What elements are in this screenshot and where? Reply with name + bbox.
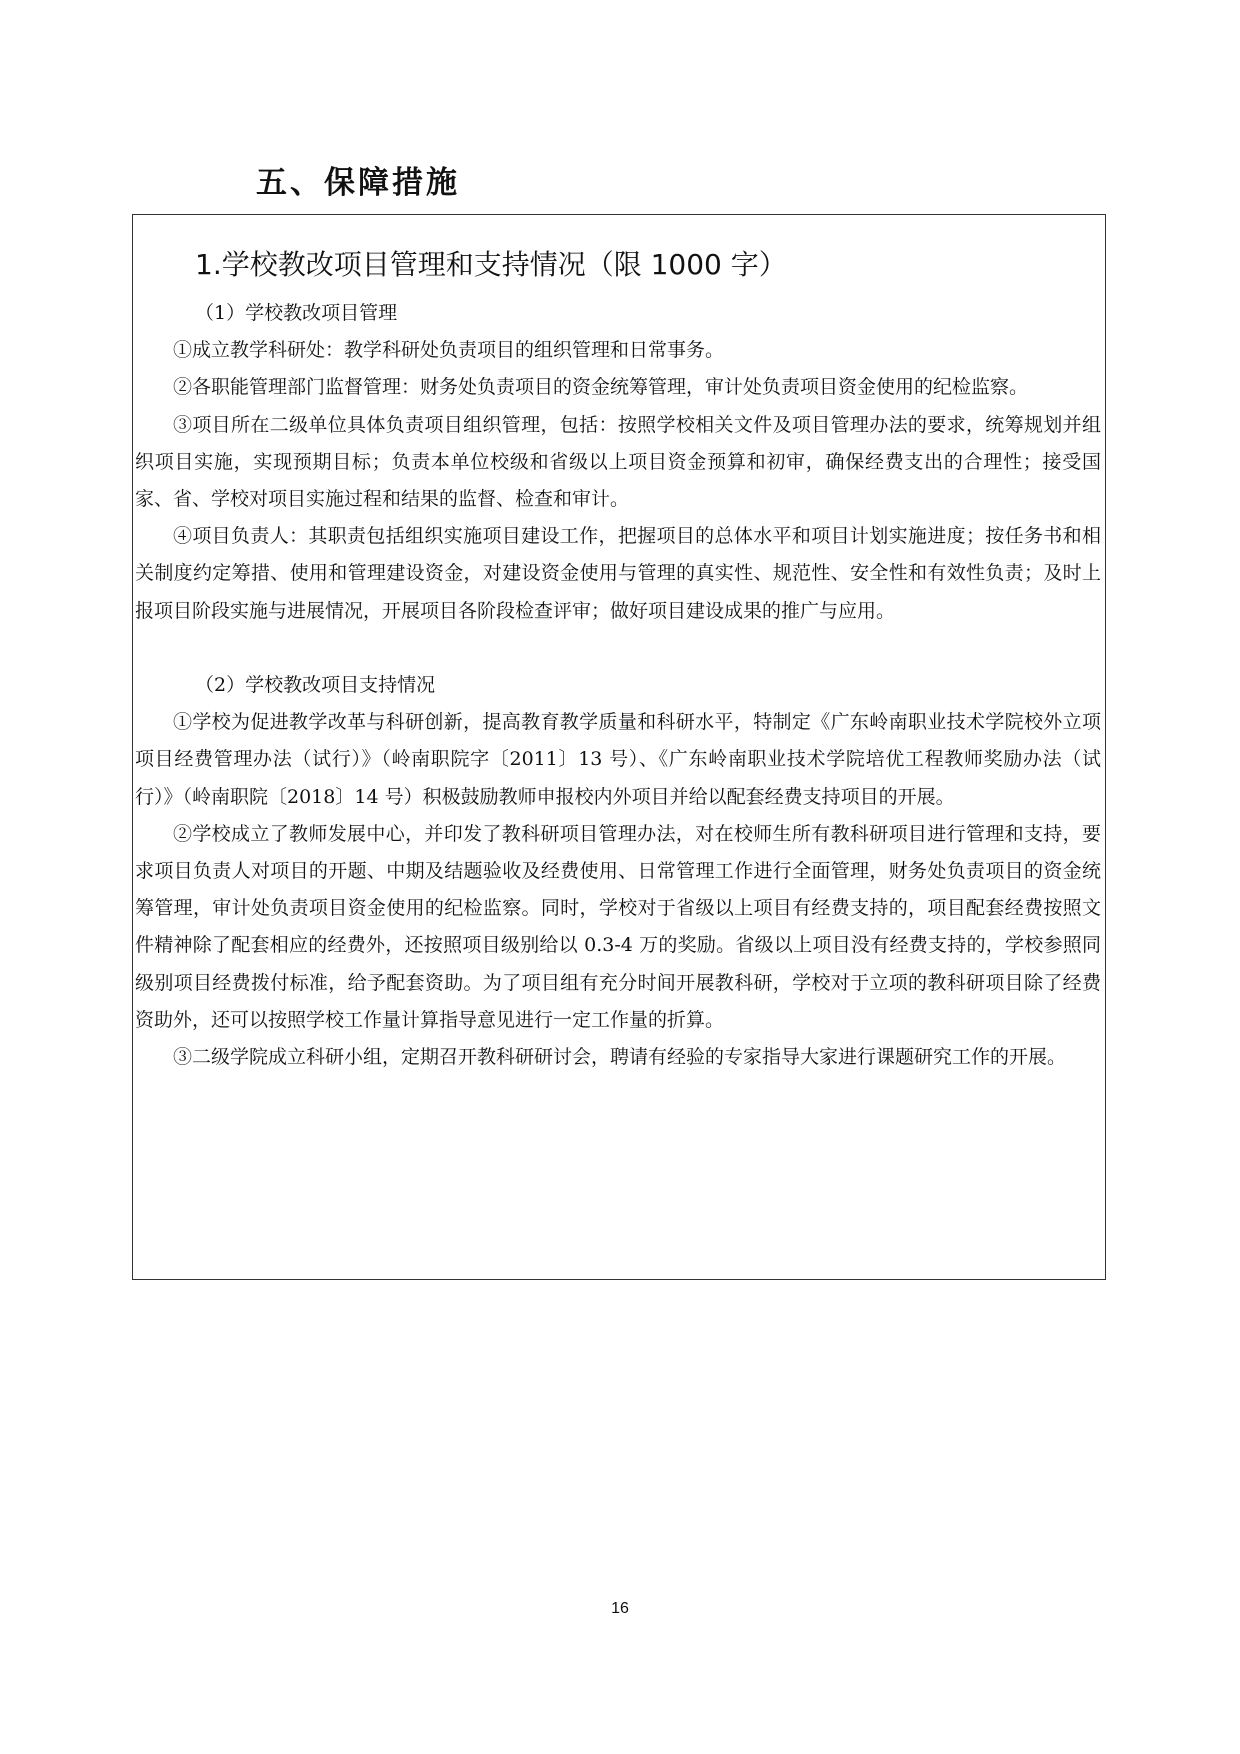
management-item-4: ④项目负责人：其职责包括组织实施项目建设工作，把握项目的总体水平和项目计划实施进度；按任务书和相关制度约定筹措、使用和管理建设资金，对建设资金使用与管理的真实性、规范性、安全性和有效性负责；及时上报项目阶段实施与进展情况，开展项目各阶段检查评审；做好项目建设成果的推广与应用。 — [135, 525, 1101, 622]
box-title: 1.学校教改项目管理和支持情况（限 1000 字） — [195, 248, 787, 281]
support-item-3: ③二级学院成立科研小组，定期召开教科研研讨会，聘请有经验的专家指导大家进行课题研究工作的开展。 — [173, 1046, 1067, 1069]
content-box — [132, 214, 1106, 1280]
support-item-2: ②学校成立了教师发展中心，并印发了教科研项目管理办法，对在校师生所有教科研项目进行管理和支持，要求项目负责人对项目的开题、中期及结题验收及经费使用、日常管理工作进行全面管理，财务处负责项目的资金统筹管理，审计处负责项目资金使用的纪检监察。同时，学校对于省级以上项目有经费支持的，项目配套经费按照文件精神除了配套相应的经费外，还按照项目级别给以 0.3-4 万的奖励。省级以上项目没有经费支持的，学校参照同级别项目经费拨付标准，给予配套资助。为了项目组有充分时间开展教科研，学校对于立项的教科研项目除了经费资助外，还可以按照学校工作量计算指导意见进行一定工作量的折算。 — [135, 822, 1101, 1031]
support-heading: （2）学校教改项目支持情况 — [195, 674, 436, 697]
management-item-3: ③项目所在二级单位具体负责项目组织管理，包括：按照学校相关文件及项目管理办法的要求，统筹规划并组织项目实施，实现预期目标；负责本单位校级和省级以上项目资金预算和初审，确保经费支出的合理性；接受国家、省、学校对项目实施过程和结果的监督、检查和审计。 — [135, 413, 1101, 511]
management-heading: （1）学校教改项目管理 — [195, 302, 398, 324]
body-text — [135, 295, 1101, 1076]
section-heading: 五、保障措施 — [256, 165, 460, 201]
management-item-2: ②各职能管理部门监督管理：财务处负责项目的资金统筹管理，审计处负责项目资金使用的纪检监察。 — [173, 376, 1029, 399]
management-item-1: ①成立教学科研处：教学科研处负责项目的组织管理和日常事务。 — [173, 339, 725, 362]
page-number: 16 — [611, 1600, 629, 1617]
support-item-1: ①学校为促进教学改革与科研创新，提高教育教学质量和科研水平，特制定《广东岭南职业技术学院校外立项项目经费管理办法（试行）》（岭南职院字〔2011〕13 号）、《广东岭南职业技术学院培优工程教师奖励办法（试行）》（岭南职院〔2018〕14 号）积极鼓励教师申报校内外项目并给以配套经费支持项目的开展。 — [135, 711, 1101, 808]
paragraph-spacer — [135, 630, 1101, 667]
